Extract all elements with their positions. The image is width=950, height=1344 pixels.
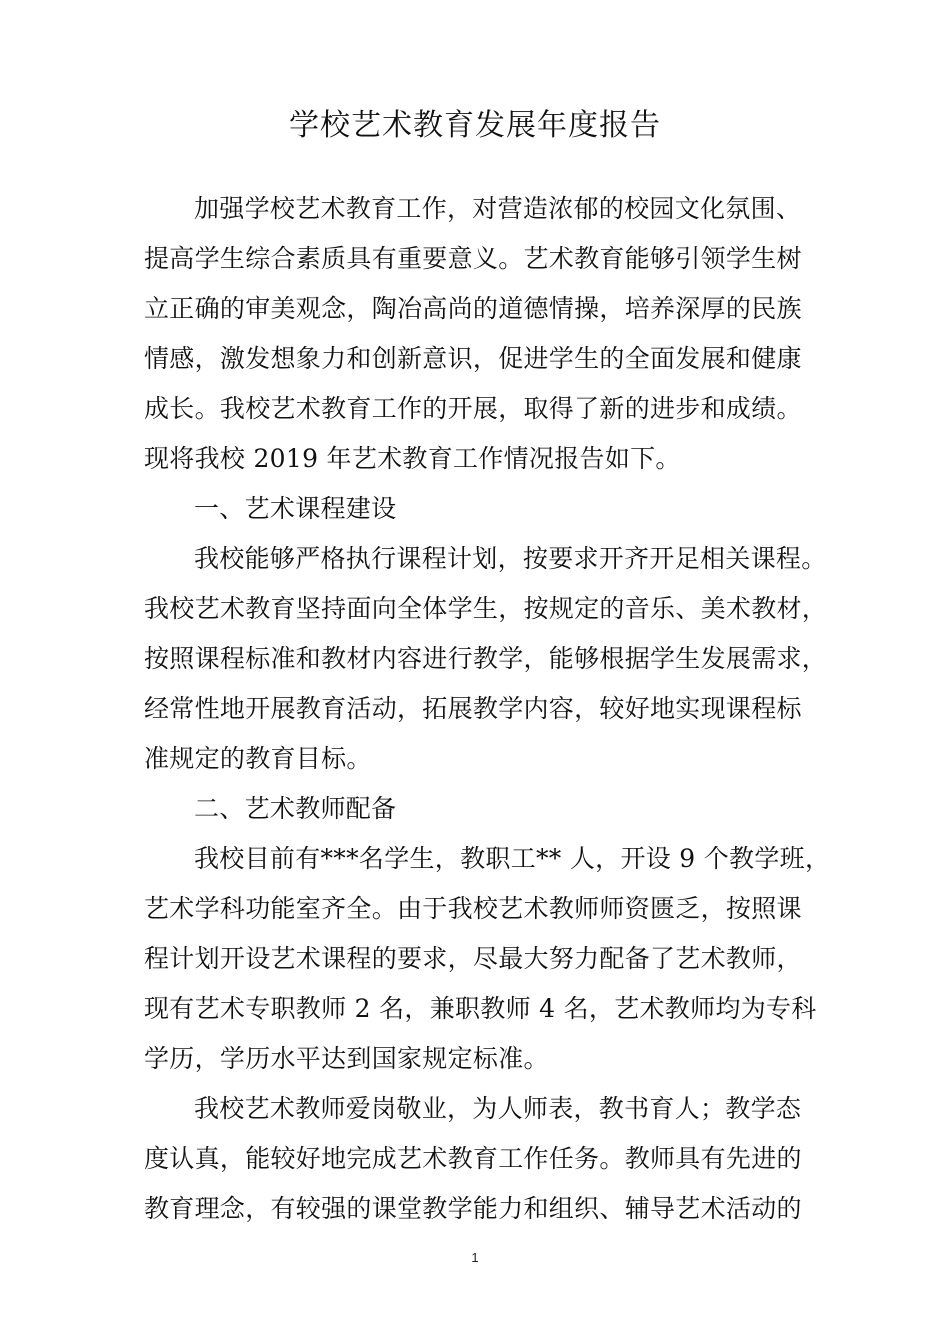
paragraph-line: 提高学生综合素质具有重要意义。艺术教育能够引领学生树 — [144, 244, 802, 273]
paragraph-line: 按照课程标准和教材内容进行教学，能够根据学生发展需求， — [144, 644, 828, 673]
paragraph-line: 准规定的教育目标。 — [144, 744, 372, 773]
document-body — [144, 184, 831, 1234]
paragraph-line: 教育理念，有较强的课堂教学能力和组织、辅导艺术活动的 — [144, 1194, 802, 1223]
paragraph-line: 现将我校 2019 年艺术教育工作情况报告如下。 — [144, 444, 681, 473]
paragraph-line: 现有艺术专职教师 2 名，兼职教师 4 名，艺术教师均为专科 — [144, 994, 817, 1023]
document-title: 学校艺术教育发展年度报告 — [289, 108, 661, 143]
paragraph-line: 我校艺术教师爱岗敬业，为人师表，教书育人；教学态 — [194, 1094, 802, 1123]
section-heading: 一、艺术课程建设 — [194, 494, 397, 523]
paragraph-line: 程计划开设艺术课程的要求，尽最大努力配备了艺术教师， — [144, 944, 802, 973]
paragraph-line: 情感，激发想象力和创新意识，促进学生的全面发展和健康 — [144, 344, 802, 373]
paragraph-line: 加强学校艺术教育工作，对营造浓郁的校园文化氛围、 — [194, 194, 802, 223]
section-heading: 二、艺术教师配备 — [194, 794, 397, 823]
paragraph-line: 成长。我校艺术教育工作的开展，取得了新的进步和成绩。 — [144, 394, 802, 423]
paragraph-line: 度认真，能较好地完成艺术教育工作任务。教师具有先进的 — [144, 1144, 802, 1173]
paragraph-line: 我校艺术教育坚持面向全体学生，按规定的音乐、美术教材， — [144, 594, 828, 623]
page-number: 1 — [471, 1250, 479, 1265]
paragraph-line: 艺术学科功能室齐全。由于我校艺术教师师资匮乏，按照课 — [144, 894, 802, 923]
paragraph-line: 立正确的审美观念，陶冶高尚的道德情操，培养深厚的民族 — [144, 294, 802, 323]
paragraph-line: 经常性地开展教育活动，拓展教学内容，较好地实现课程标 — [144, 694, 802, 723]
paragraph-line: 我校能够严格执行课程计划，按要求开齐开足相关课程。 — [194, 544, 827, 573]
paragraph-line: 我校目前有***名学生，教职工** 人，开设 9 个教学班， — [194, 844, 831, 873]
paragraph-line: 学历，学历水平达到国家规定标准。 — [144, 1044, 549, 1073]
